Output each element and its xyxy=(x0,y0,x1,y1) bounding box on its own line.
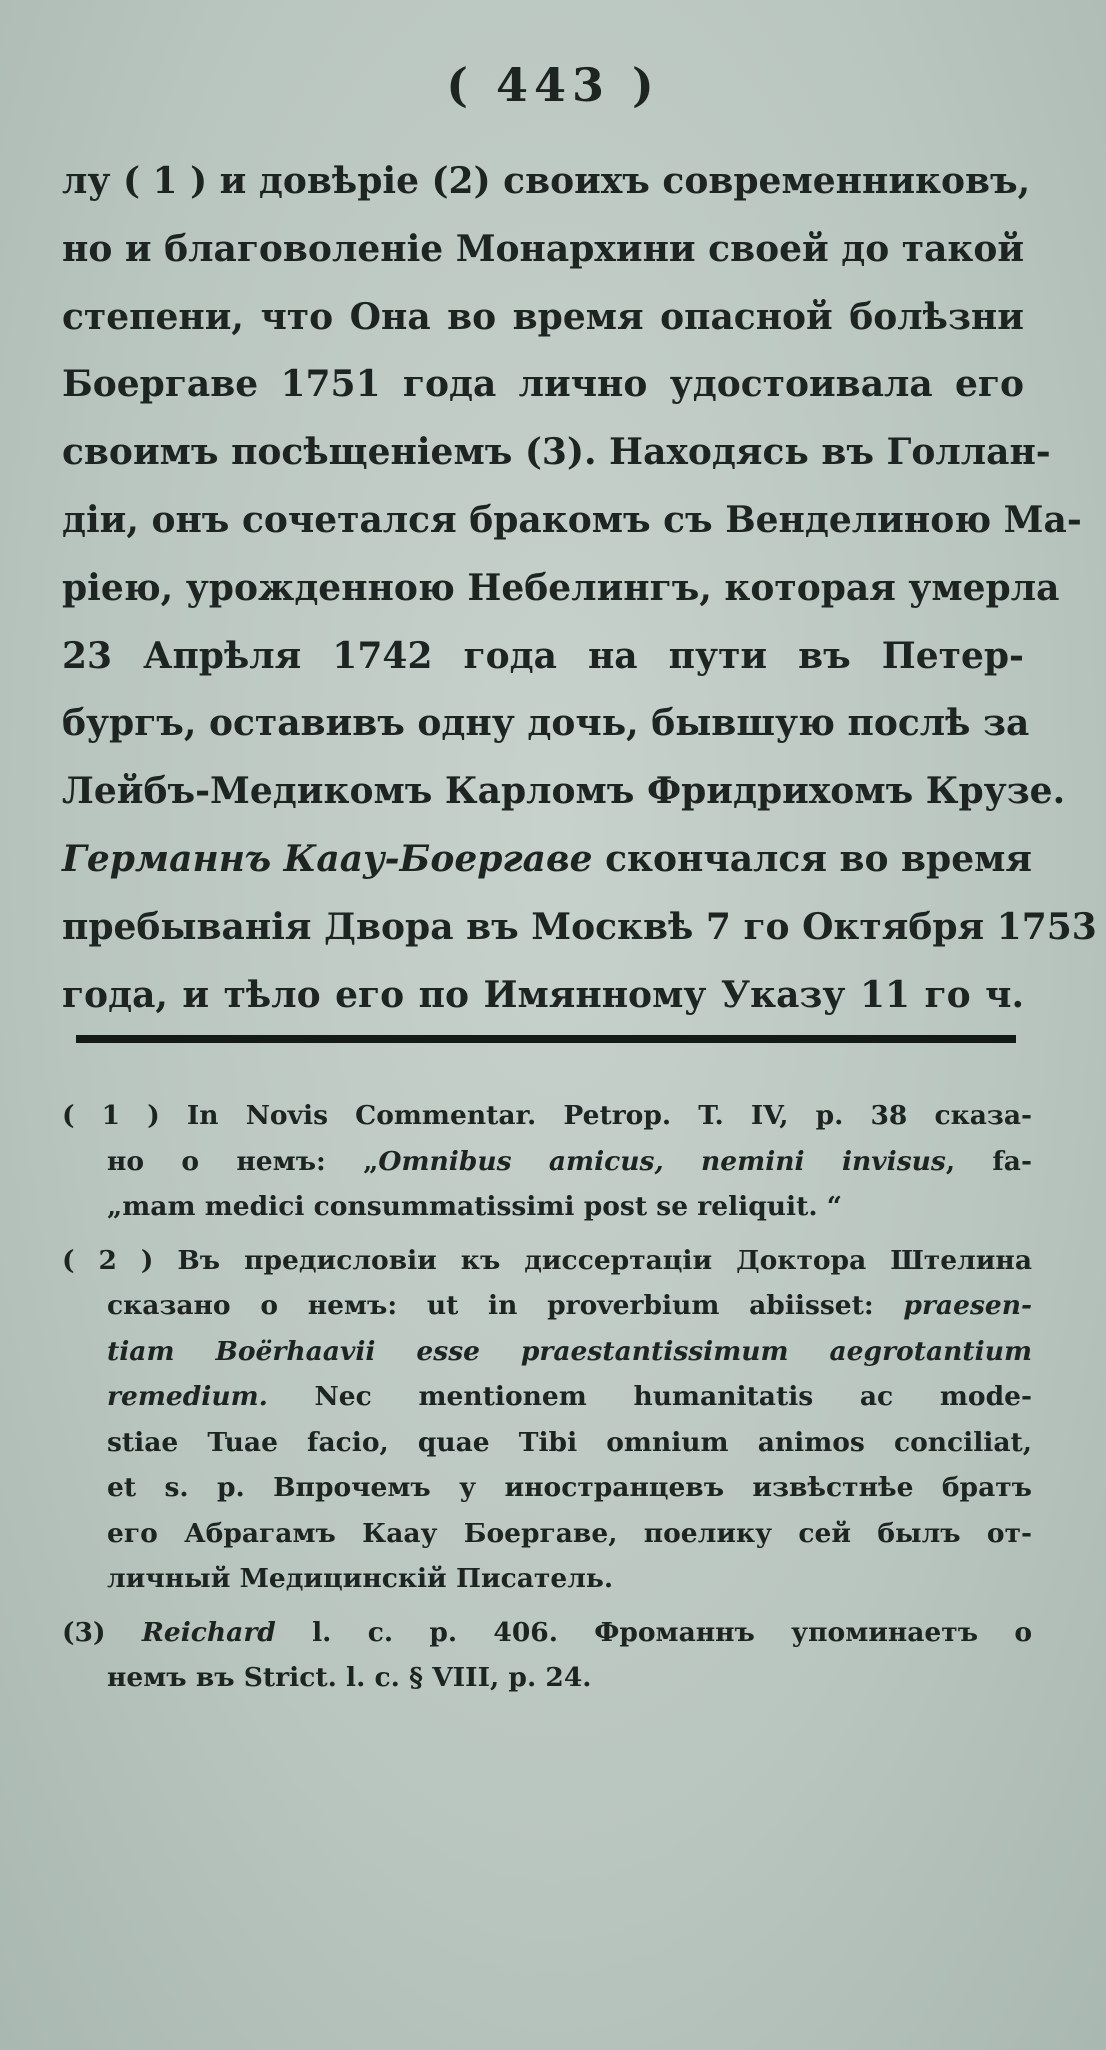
italic-quote: praesen- xyxy=(903,1290,1032,1321)
italic-author: Reichard xyxy=(141,1616,276,1648)
text-segment: Nec mentionem humanitatis ac mode- xyxy=(267,1381,1032,1412)
footnote-line xyxy=(62,1283,1032,1329)
footnote-line: tiam Boërhaavii esse praestantissimum aegrotantium xyxy=(107,1335,1032,1367)
text-line: года, и тѣло его по Имянному Указу 11 го ч. xyxy=(62,973,1024,1016)
italic-name: Германнъ Каау-Боергаве xyxy=(62,837,593,880)
text-line: своимъ посѣщеніемъ (3). Находясь въ Голлан- xyxy=(62,431,1051,474)
text-segment: но о немъ: „ xyxy=(107,1145,379,1177)
text-line: 23 Апрѣля 1742 года на пути въ Петер- xyxy=(62,634,1024,677)
text-segment: , fa- xyxy=(945,1145,1032,1177)
page-number: ( 443 ) xyxy=(446,58,660,112)
text-segment: сказано о немъ: ut in proverbium abiisset: xyxy=(107,1290,904,1321)
text-line: діи, онъ сочетался бракомъ съ Венделиною Ма- xyxy=(62,498,1082,541)
footnote-line: ( 2 ) Въ предисловіи къ диссертаціи Доктора Штелина xyxy=(62,1244,1032,1276)
footnote-line xyxy=(62,1374,1032,1420)
text-segment: скончался во время xyxy=(592,837,1032,880)
text-line: бургъ, оставивъ одну дочь, бывшую послѣ за xyxy=(62,702,1030,745)
text-line: Лейбъ-Медикомъ Карломъ Фридрихомъ Крузе. xyxy=(62,770,1066,813)
italic-quote: Omnibus amicus, nemini invisus xyxy=(378,1145,946,1177)
main-text xyxy=(62,148,1097,1029)
footnote-line xyxy=(62,1139,1032,1185)
footnote-line: немъ въ Strict. l. c. § VIII, p. 24. xyxy=(107,1662,592,1693)
text-line xyxy=(62,826,1032,894)
text-segment: (3) xyxy=(62,1616,142,1648)
footnote-line: ( 1 ) In Novis Commentar. Petrop. T. IV, p. 38 сказа- xyxy=(62,1100,1032,1131)
footnote-line xyxy=(62,1610,1032,1656)
text-segment: l. c. p. 406. Фроманнъ упоминаетъ о xyxy=(275,1616,1032,1648)
text-line: ріею, урожденною Небелингъ, которая умерла xyxy=(62,566,1060,609)
footnotes xyxy=(62,1093,1032,1701)
text-line: Боергаве 1751 года лично удостоивала его xyxy=(62,363,1024,406)
italic-quote: remedium. xyxy=(107,1381,268,1412)
text-line: лу ( 1 ) и довѣріе (2) своихъ современниковъ, xyxy=(62,160,1031,202)
footnote-line: личный Медицинскій Писатель. xyxy=(107,1563,614,1594)
footnote-divider xyxy=(76,1035,1016,1043)
footnote-line: „mam medici consummatissimi post se reliquit. “ xyxy=(107,1191,843,1222)
footnote-line: stiae Tuae facio, quae Tibi omnium animos conciliat, xyxy=(107,1426,1032,1458)
text-line: но и благоволеніе Монархини своей до такой xyxy=(62,227,1025,270)
footnote-line: et s. p. Впрочемъ у иностранцевъ извѣстнѣе братъ xyxy=(107,1472,1032,1503)
text-line: пребыванія Двора въ Москвѣ 7 го Октября 1753 xyxy=(62,905,1097,948)
text-line: степени, что Она во время опасной болѣзни xyxy=(62,295,1024,338)
footnote-line: его Абрагамъ Каау Боергаве, поелику сей былъ от- xyxy=(107,1517,1032,1549)
